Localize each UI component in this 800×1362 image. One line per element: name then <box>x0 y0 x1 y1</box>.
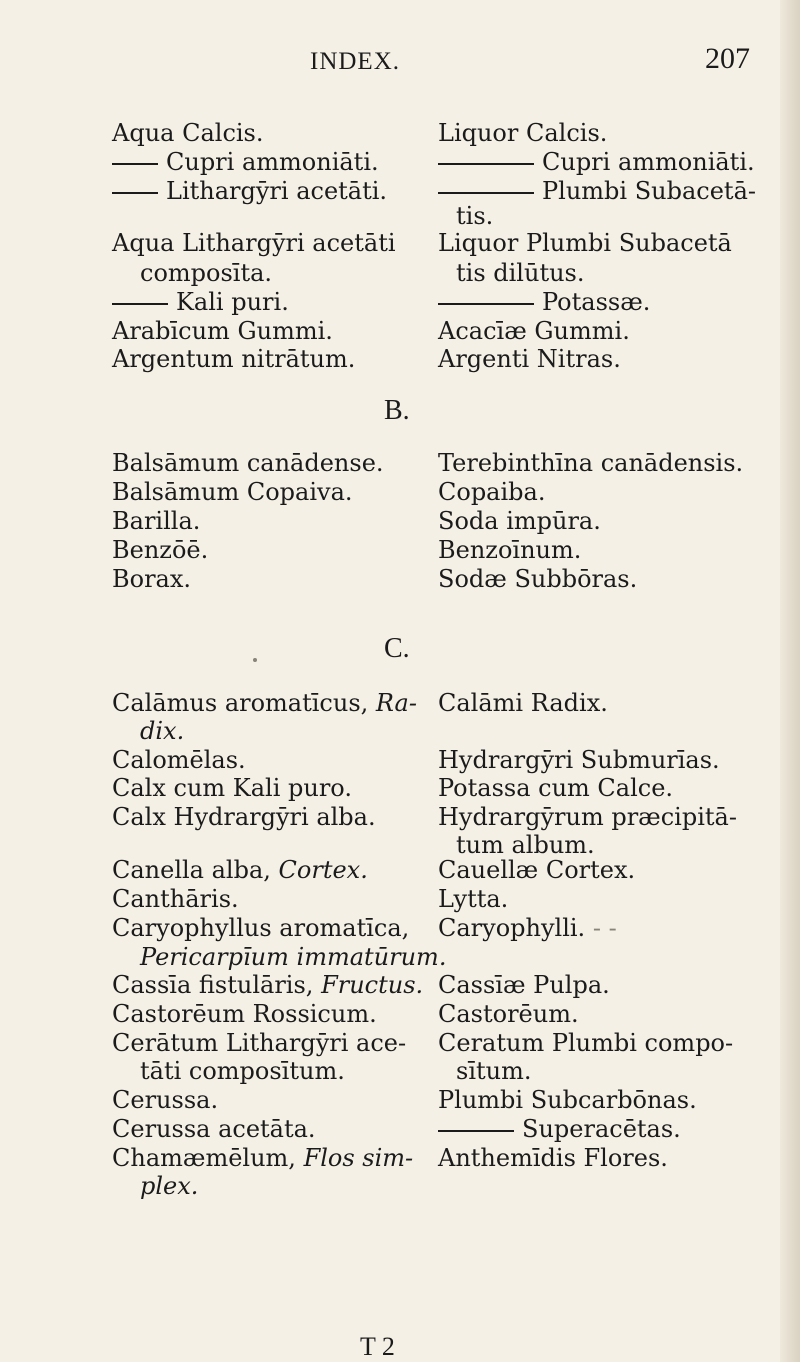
entry-right: Caryophylli. - - <box>438 914 617 942</box>
entry-left-continued: Pericarpīum immatūrum. <box>140 943 447 971</box>
entry-left: Borax. <box>112 565 192 593</box>
entry-right: Soda impūra. <box>438 507 601 535</box>
entry-right: Liquor Plumbi Subacetā <box>438 229 732 257</box>
entry-right: Superacētas. <box>438 1114 681 1144</box>
entry-right: Cassīæ Pulpa. <box>438 971 610 999</box>
entry-left: Cupri ammoniāti. <box>112 147 379 177</box>
entry-left: Cerussa. <box>112 1086 219 1114</box>
entry-left: Barilla. <box>112 507 201 535</box>
running-title: INDEX. <box>310 48 401 75</box>
entry-right-continued: tum album. <box>456 831 595 859</box>
entry-left: Lithargȳri acetāti. <box>112 176 387 206</box>
page-number: 207 <box>705 42 750 75</box>
entry-left: Chamæmēlum, Flos sim- <box>112 1144 414 1172</box>
entry-right: Potassæ. <box>438 287 650 317</box>
section-letter: B. <box>384 395 410 426</box>
entry-left: Caryophyllus aromatīca, <box>112 914 410 942</box>
entry-left: Balsāmum Copaiva. <box>112 478 353 506</box>
entry-right: Castorēum. <box>438 1000 579 1028</box>
entry-left: Kali puri. <box>112 287 289 317</box>
entry-left: Aqua Lithargȳri acetāti <box>112 229 396 257</box>
entry-left: Canthāris. <box>112 885 239 913</box>
entry-right: Sodæ Subbōras. <box>438 565 638 593</box>
entry-right: Liquor Calcis. <box>438 119 608 147</box>
entry-right: Hydrargȳrum præcipitā- <box>438 803 737 831</box>
entry-right: Hydrargȳri Submurīas. <box>438 746 720 774</box>
entry-left: Cassīa fistulāris, Fructus. <box>112 971 424 999</box>
entry-left: Cerussa acetāta. <box>112 1115 316 1143</box>
ditto-dash <box>438 192 534 194</box>
entry-right: Cauellæ Cortex. <box>438 856 636 884</box>
ditto-dash <box>112 303 168 305</box>
entry-left: Argentum nitrātum. <box>112 345 356 373</box>
entry-right: Terebinthīna canādensis. <box>438 449 744 477</box>
entry-right: Argenti Nitras. <box>438 345 621 373</box>
entry-left: Calomēlas. <box>112 746 246 774</box>
entry-left-continued: tāti composītum. <box>140 1057 345 1085</box>
entry-right: Cupri ammoniāti. <box>438 147 755 177</box>
entry-right: Benzoīnum. <box>438 536 582 564</box>
ditto-dash <box>112 163 158 165</box>
entry-right: Lytta. <box>438 885 509 913</box>
entry-left: Canella alba, Cortex. <box>112 856 368 884</box>
entry-left-continued: composīta. <box>140 259 273 287</box>
entry-left: Castorēum Rossicum. <box>112 1000 377 1028</box>
entry-right: Ceratum Plumbi compo- <box>438 1029 734 1057</box>
signature-mark: T 2 <box>360 1332 395 1361</box>
ditto-dash <box>438 1130 514 1132</box>
ditto-dash <box>112 192 158 194</box>
entry-left: Balsāmum canādense. <box>112 449 384 477</box>
ditto-dash <box>438 163 534 165</box>
page-edge <box>780 0 800 1362</box>
entry-left: Calx Hydrargȳri alba. <box>112 803 376 831</box>
entry-left: Cerātum Lithargȳri ace- <box>112 1029 407 1057</box>
entry-left: Arabīcum Gummi. <box>112 317 333 345</box>
entry-right: Potassa cum Calce. <box>438 774 674 802</box>
entry-right: Plumbi Subacetā- <box>438 176 756 206</box>
entry-left: Benzōē. <box>112 536 209 564</box>
entry-right: Copaiba. <box>438 478 546 506</box>
entry-right: Plumbi Subcarbōnas. <box>438 1086 697 1114</box>
entry-left: Aqua Calcis. <box>112 119 264 147</box>
entry-right: Calāmi Radix. <box>438 689 608 717</box>
entry-right: Anthemīdis Flores. <box>438 1144 668 1172</box>
entry-right-continued: tis dilūtus. <box>456 259 585 287</box>
entry-right-continued: sītum. <box>456 1057 532 1085</box>
entry-left-continued: dix. <box>140 717 185 745</box>
entry-left: Calāmus aromatīcus, Ra- <box>112 689 417 717</box>
section-letter: C. <box>384 633 410 664</box>
ditto-dash <box>438 303 534 305</box>
page-header <box>0 42 800 82</box>
entry-left-continued: plex. <box>140 1172 199 1200</box>
entry-right-continued: tis. <box>456 202 494 230</box>
entry-left: Calx cum Kali puro. <box>112 774 352 802</box>
ink-speck <box>253 658 257 662</box>
entry-right: Acacīæ Gummi. <box>438 317 630 345</box>
